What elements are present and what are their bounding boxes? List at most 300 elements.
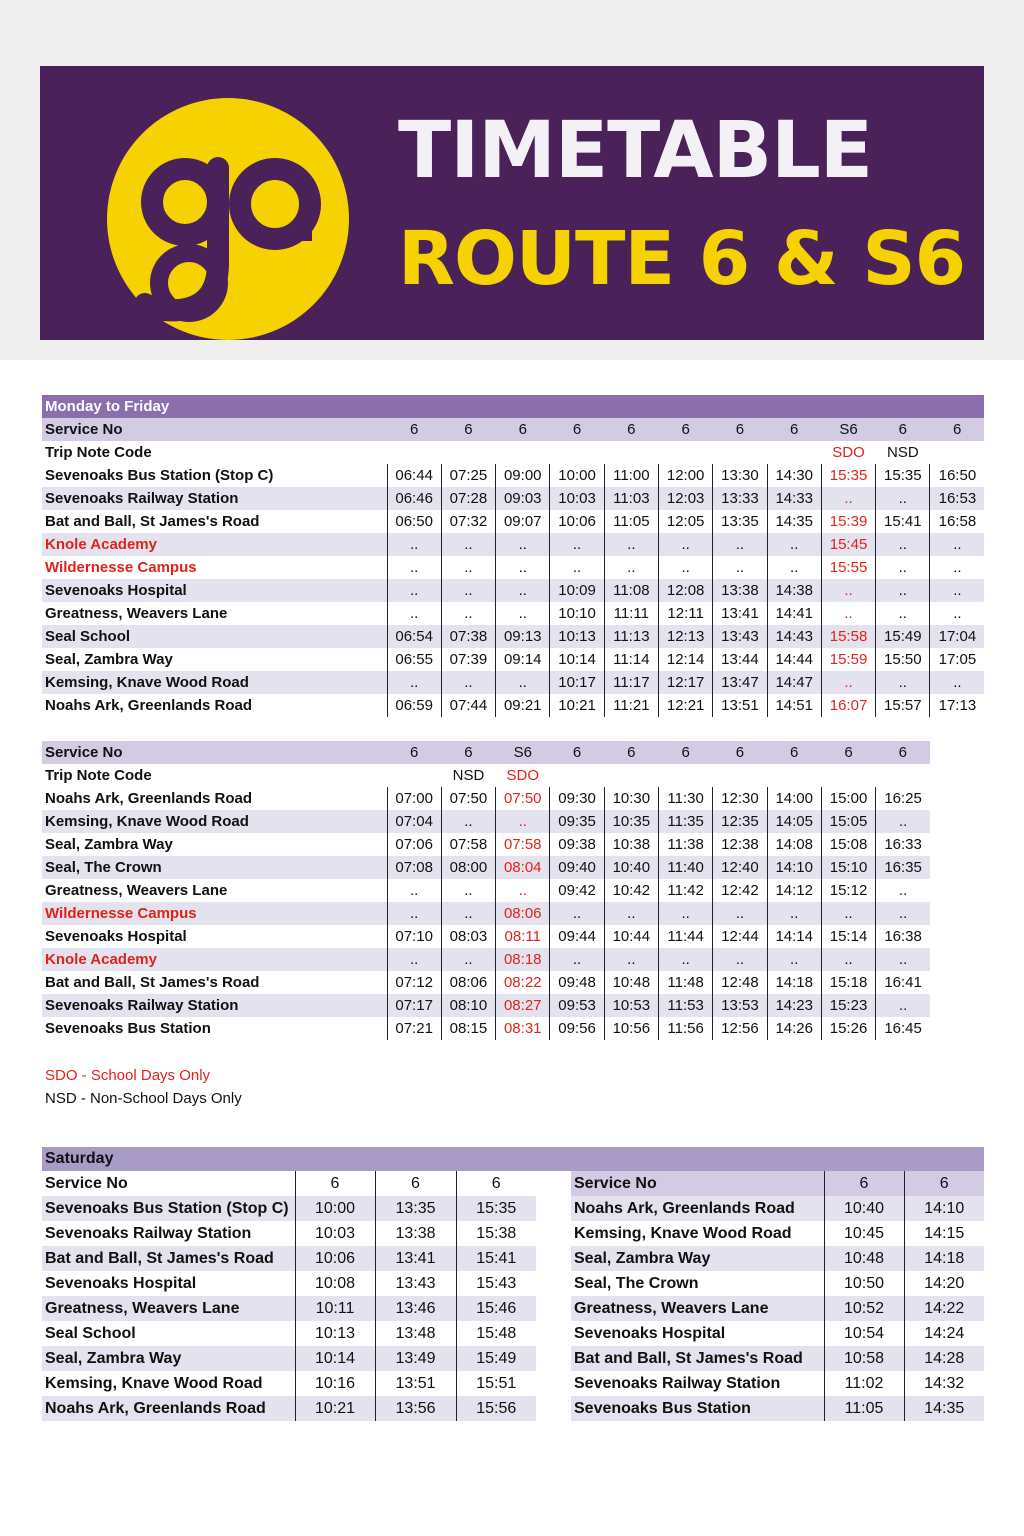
trip-note-code bbox=[387, 764, 441, 787]
departure-time: .. bbox=[930, 533, 984, 556]
departure-time: 13:38 bbox=[375, 1221, 456, 1246]
departure-time: 14:35 bbox=[904, 1396, 984, 1421]
stop-row bbox=[42, 971, 930, 994]
departure-time: .. bbox=[658, 556, 712, 579]
departure-time: 13:30 bbox=[713, 464, 767, 487]
stop-row bbox=[42, 1246, 536, 1271]
stop-row bbox=[571, 1271, 984, 1296]
departure-time: 14:18 bbox=[767, 971, 821, 994]
departure-time: 13:38 bbox=[713, 579, 767, 602]
departure-time: .. bbox=[767, 948, 821, 971]
departure-time: .. bbox=[387, 579, 441, 602]
departure-time: 10:17 bbox=[550, 671, 604, 694]
departure-time: 08:11 bbox=[496, 925, 550, 948]
stop-name: Sevenoaks Railway Station bbox=[42, 1221, 295, 1246]
stop-row bbox=[42, 948, 930, 971]
departure-time: 09:00 bbox=[496, 464, 550, 487]
go-logo bbox=[107, 98, 350, 354]
trip-note-code bbox=[767, 441, 821, 464]
service-number: S6 bbox=[496, 741, 550, 764]
departure-time: 15:00 bbox=[821, 787, 875, 810]
departure-time: 06:44 bbox=[387, 464, 441, 487]
departure-time: 07:58 bbox=[496, 833, 550, 856]
departure-time: 07:50 bbox=[496, 787, 550, 810]
stop-name: Noahs Ark, Greenlands Road bbox=[571, 1196, 824, 1221]
stop-name: Sevenoaks Hospital bbox=[42, 1271, 295, 1296]
service-no-row bbox=[42, 741, 930, 764]
stop-name: Noahs Ark, Greenlands Road bbox=[42, 787, 387, 810]
service-number: 6 bbox=[824, 1171, 904, 1196]
departure-time: 14:28 bbox=[904, 1346, 984, 1371]
departure-time: 07:50 bbox=[441, 787, 495, 810]
departure-time: .. bbox=[658, 902, 712, 925]
stop-row bbox=[571, 1321, 984, 1346]
departure-time: 14:00 bbox=[767, 787, 821, 810]
departure-time: 15:05 bbox=[821, 810, 875, 833]
departure-time: 11:21 bbox=[604, 694, 658, 717]
departure-time: 12:56 bbox=[713, 1017, 767, 1040]
departure-time: 13:49 bbox=[375, 1346, 456, 1371]
departure-time: 07:44 bbox=[441, 694, 495, 717]
departure-time: 14:20 bbox=[904, 1271, 984, 1296]
departure-time: 11:17 bbox=[604, 671, 658, 694]
stop-name: Kemsing, Knave Wood Road bbox=[42, 1371, 295, 1396]
departure-time: 10:10 bbox=[550, 602, 604, 625]
departure-time: 16:41 bbox=[876, 971, 930, 994]
service-number: 6 bbox=[658, 741, 712, 764]
departure-time: 11:05 bbox=[824, 1396, 904, 1421]
departure-time: 14:10 bbox=[904, 1196, 984, 1221]
departure-time: 16:33 bbox=[876, 833, 930, 856]
departure-time: 08:06 bbox=[496, 902, 550, 925]
departure-time: 10:40 bbox=[604, 856, 658, 879]
stop-row bbox=[42, 856, 930, 879]
stop-row bbox=[42, 994, 930, 1017]
trip-note-code: NSD bbox=[876, 441, 930, 464]
departure-time: 10:48 bbox=[824, 1246, 904, 1271]
service-number: 6 bbox=[387, 741, 441, 764]
departure-time: 13:43 bbox=[375, 1271, 456, 1296]
service-number: 6 bbox=[550, 741, 604, 764]
departure-time: 08:31 bbox=[496, 1017, 550, 1040]
stop-name: Kemsing, Knave Wood Road bbox=[42, 810, 387, 833]
stop-row bbox=[42, 671, 984, 694]
service-number: 6 bbox=[496, 418, 550, 441]
departure-time: .. bbox=[930, 579, 984, 602]
departure-time: 13:53 bbox=[713, 994, 767, 1017]
trip-note-code: SDO bbox=[821, 441, 875, 464]
departure-time: 07:04 bbox=[387, 810, 441, 833]
stop-row bbox=[42, 625, 984, 648]
departure-time: 12:48 bbox=[713, 971, 767, 994]
departure-time: 14:14 bbox=[767, 925, 821, 948]
stop-name: Greatness, Weavers Lane bbox=[42, 879, 387, 902]
departure-time: .. bbox=[876, 879, 930, 902]
stop-name: Seal, The Crown bbox=[42, 856, 387, 879]
stop-row bbox=[42, 787, 930, 810]
stop-row bbox=[42, 648, 984, 671]
stop-row bbox=[42, 510, 984, 533]
stop-name: Seal School bbox=[42, 625, 387, 648]
departure-time: .. bbox=[604, 556, 658, 579]
departure-time: .. bbox=[930, 556, 984, 579]
trip-note-row bbox=[42, 441, 984, 464]
departure-time: 07:12 bbox=[387, 971, 441, 994]
weekday-outbound-table bbox=[42, 395, 984, 717]
departure-time: 06:55 bbox=[387, 648, 441, 671]
stop-name: Bat and Ball, St James's Road bbox=[42, 1246, 295, 1271]
trip-note-label: Trip Note Code bbox=[42, 764, 387, 787]
departure-time: 09:40 bbox=[550, 856, 604, 879]
stop-name: Sevenoaks Railway Station bbox=[42, 487, 387, 510]
stop-row bbox=[571, 1396, 984, 1421]
departure-time: .. bbox=[496, 602, 550, 625]
departure-time: 13:43 bbox=[713, 625, 767, 648]
stop-name: Seal School bbox=[42, 1321, 295, 1346]
departure-time: 13:41 bbox=[713, 602, 767, 625]
stop-name: Seal, Zambra Way bbox=[42, 833, 387, 856]
weekday-inbound-table bbox=[42, 741, 930, 1040]
departure-time: 13:46 bbox=[375, 1296, 456, 1321]
departure-time: 13:35 bbox=[375, 1196, 456, 1221]
departure-time: 10:54 bbox=[824, 1321, 904, 1346]
departure-time: 06:50 bbox=[387, 510, 441, 533]
service-number: 6 bbox=[604, 418, 658, 441]
departure-time: 10:00 bbox=[295, 1196, 375, 1221]
departure-time: 15:26 bbox=[821, 1017, 875, 1040]
departure-time: 15:10 bbox=[821, 856, 875, 879]
departure-time: 14:10 bbox=[767, 856, 821, 879]
departure-time: 15:48 bbox=[456, 1321, 536, 1346]
stop-name: Kemsing, Knave Wood Road bbox=[571, 1221, 824, 1246]
departure-time: .. bbox=[821, 487, 875, 510]
departure-time: 15:50 bbox=[876, 648, 930, 671]
departure-time: 15:23 bbox=[821, 994, 875, 1017]
departure-time: 11:03 bbox=[604, 487, 658, 510]
stop-name: Bat and Ball, St James's Road bbox=[42, 510, 387, 533]
stop-row bbox=[42, 1221, 536, 1246]
trip-note-code bbox=[821, 764, 875, 787]
service-number: 6 bbox=[441, 418, 495, 441]
departure-time: 12:03 bbox=[658, 487, 712, 510]
departure-time: 08:15 bbox=[441, 1017, 495, 1040]
departure-time: 13:44 bbox=[713, 648, 767, 671]
departure-time: 12:40 bbox=[713, 856, 767, 879]
departure-time: 12:17 bbox=[658, 671, 712, 694]
title-timetable: TIMETABLE bbox=[398, 106, 873, 196]
departure-time: .. bbox=[876, 994, 930, 1017]
departure-time: .. bbox=[767, 902, 821, 925]
departure-time: 11:11 bbox=[604, 602, 658, 625]
departure-time: 14:22 bbox=[904, 1296, 984, 1321]
departure-time: 13:51 bbox=[375, 1371, 456, 1396]
departure-time: 15:49 bbox=[456, 1346, 536, 1371]
departure-time: 12:05 bbox=[658, 510, 712, 533]
departure-time: 13:48 bbox=[375, 1321, 456, 1346]
departure-time: 15:18 bbox=[821, 971, 875, 994]
service-number: 6 bbox=[295, 1171, 375, 1196]
departure-time: 09:56 bbox=[550, 1017, 604, 1040]
stop-row bbox=[42, 487, 984, 510]
saturday-header: Saturday bbox=[42, 1147, 984, 1171]
departure-time: 09:07 bbox=[496, 510, 550, 533]
departure-time: 14:12 bbox=[767, 879, 821, 902]
departure-time: 11:14 bbox=[604, 648, 658, 671]
trip-note-code bbox=[496, 441, 550, 464]
departure-time: 11:40 bbox=[658, 856, 712, 879]
departure-time: 11:35 bbox=[658, 810, 712, 833]
service-number: 6 bbox=[441, 741, 495, 764]
departure-time: 14:38 bbox=[767, 579, 821, 602]
service-number: 6 bbox=[658, 418, 712, 441]
departure-time: 10:03 bbox=[295, 1221, 375, 1246]
departure-time: 10:44 bbox=[604, 925, 658, 948]
trip-note-code bbox=[658, 764, 712, 787]
departure-time: .. bbox=[496, 879, 550, 902]
departure-time: 09:13 bbox=[496, 625, 550, 648]
departure-time: 14:44 bbox=[767, 648, 821, 671]
departure-time: 08:04 bbox=[496, 856, 550, 879]
departure-time: 15:46 bbox=[456, 1296, 536, 1321]
stop-name: Sevenoaks Hospital bbox=[42, 925, 387, 948]
departure-time: 15:08 bbox=[821, 833, 875, 856]
departure-time: 14:51 bbox=[767, 694, 821, 717]
stop-name: Sevenoaks Railway Station bbox=[42, 994, 387, 1017]
departure-time: 10:35 bbox=[604, 810, 658, 833]
trip-note-code bbox=[604, 441, 658, 464]
departure-time: 14:30 bbox=[767, 464, 821, 487]
departure-time: 09:30 bbox=[550, 787, 604, 810]
departure-time: 08:10 bbox=[441, 994, 495, 1017]
stop-name: Sevenoaks Hospital bbox=[42, 579, 387, 602]
departure-time: 10:58 bbox=[824, 1346, 904, 1371]
departure-time: 10:08 bbox=[295, 1271, 375, 1296]
title-route: ROUTE 6 & S6 bbox=[398, 216, 966, 302]
stop-name: Greatness, Weavers Lane bbox=[42, 602, 387, 625]
departure-time: 14:43 bbox=[767, 625, 821, 648]
stop-row bbox=[42, 879, 930, 902]
departure-time: 14:18 bbox=[904, 1246, 984, 1271]
departure-time: 06:54 bbox=[387, 625, 441, 648]
service-number: 6 bbox=[456, 1171, 536, 1196]
departure-time: 17:04 bbox=[930, 625, 984, 648]
departure-time: .. bbox=[387, 533, 441, 556]
departure-time: 12:30 bbox=[713, 787, 767, 810]
service-number: 6 bbox=[767, 418, 821, 441]
departure-time: 07:08 bbox=[387, 856, 441, 879]
departure-time: 07:06 bbox=[387, 833, 441, 856]
departure-time: 09:42 bbox=[550, 879, 604, 902]
departure-time: 08:06 bbox=[441, 971, 495, 994]
trip-note-row bbox=[42, 764, 930, 787]
departure-time: 10:21 bbox=[295, 1396, 375, 1421]
stop-row bbox=[571, 1346, 984, 1371]
departure-time: .. bbox=[441, 671, 495, 694]
departure-time: .. bbox=[550, 556, 604, 579]
stop-row bbox=[42, 1296, 536, 1321]
departure-time: 10:30 bbox=[604, 787, 658, 810]
departure-time: 10:13 bbox=[550, 625, 604, 648]
stop-name: Seal, Zambra Way bbox=[571, 1246, 824, 1271]
departure-time: 15:41 bbox=[876, 510, 930, 533]
departure-time: 15:57 bbox=[876, 694, 930, 717]
trip-note-label: Trip Note Code bbox=[42, 441, 387, 464]
departure-time: 10:16 bbox=[295, 1371, 375, 1396]
departure-time: 16:35 bbox=[876, 856, 930, 879]
stop-name: Sevenoaks Bus Station (Stop C) bbox=[42, 464, 387, 487]
departure-time: 11:38 bbox=[658, 833, 712, 856]
stop-row bbox=[571, 1371, 984, 1396]
departure-time: 10:00 bbox=[550, 464, 604, 487]
departure-time: .. bbox=[441, 533, 495, 556]
departure-time: .. bbox=[441, 879, 495, 902]
departure-time: 14:15 bbox=[904, 1221, 984, 1246]
departure-time: 15:14 bbox=[821, 925, 875, 948]
departure-time: .. bbox=[876, 810, 930, 833]
stop-row bbox=[42, 1196, 536, 1221]
departure-time: 13:33 bbox=[713, 487, 767, 510]
departure-time: .. bbox=[713, 948, 767, 971]
departure-time: 11:00 bbox=[604, 464, 658, 487]
trip-note-code bbox=[767, 764, 821, 787]
service-number: 6 bbox=[713, 418, 767, 441]
departure-time: .. bbox=[387, 556, 441, 579]
departure-time: .. bbox=[821, 948, 875, 971]
departure-time: 11:48 bbox=[658, 971, 712, 994]
service-number: 6 bbox=[876, 418, 930, 441]
stop-row bbox=[42, 810, 930, 833]
departure-time: .. bbox=[767, 533, 821, 556]
departure-time: 10:40 bbox=[824, 1196, 904, 1221]
departure-time: 12:21 bbox=[658, 694, 712, 717]
departure-time: 11:44 bbox=[658, 925, 712, 948]
stop-row bbox=[42, 464, 984, 487]
departure-time: .. bbox=[821, 902, 875, 925]
stop-name: Sevenoaks Bus Station bbox=[571, 1396, 824, 1421]
departure-time: 15:58 bbox=[821, 625, 875, 648]
departure-time: 13:56 bbox=[375, 1396, 456, 1421]
departure-time: 16:58 bbox=[930, 510, 984, 533]
departure-time: 13:41 bbox=[375, 1246, 456, 1271]
departure-time: 09:03 bbox=[496, 487, 550, 510]
departure-time: 15:45 bbox=[821, 533, 875, 556]
departure-time: 07:39 bbox=[441, 648, 495, 671]
stop-name: Knole Academy bbox=[42, 948, 387, 971]
departure-time: 06:46 bbox=[387, 487, 441, 510]
stop-row bbox=[42, 833, 930, 856]
departure-time: .. bbox=[496, 533, 550, 556]
departure-time: 08:03 bbox=[441, 925, 495, 948]
trip-note-code bbox=[713, 764, 767, 787]
departure-time: 14:35 bbox=[767, 510, 821, 533]
departure-time: .. bbox=[441, 902, 495, 925]
departure-time: 10:48 bbox=[604, 971, 658, 994]
departure-time: .. bbox=[930, 671, 984, 694]
departure-time: 16:07 bbox=[821, 694, 875, 717]
departure-time: 10:50 bbox=[824, 1271, 904, 1296]
departure-time: 10:14 bbox=[295, 1346, 375, 1371]
departure-time: 10:53 bbox=[604, 994, 658, 1017]
departure-time: 14:24 bbox=[904, 1321, 984, 1346]
stop-row bbox=[42, 694, 984, 717]
departure-time: 06:59 bbox=[387, 694, 441, 717]
trip-note-code bbox=[441, 441, 495, 464]
service-number: 6 bbox=[767, 741, 821, 764]
trip-note-code: NSD bbox=[441, 764, 495, 787]
departure-time: .. bbox=[550, 948, 604, 971]
departure-time: 15:51 bbox=[456, 1371, 536, 1396]
departure-time: 11:42 bbox=[658, 879, 712, 902]
stop-row bbox=[42, 556, 984, 579]
stop-row bbox=[42, 1321, 536, 1346]
departure-time: 09:35 bbox=[550, 810, 604, 833]
departure-time: 07:38 bbox=[441, 625, 495, 648]
departure-time: 11:02 bbox=[824, 1371, 904, 1396]
service-number: 6 bbox=[387, 418, 441, 441]
departure-time: .. bbox=[441, 810, 495, 833]
departure-time: 08:00 bbox=[441, 856, 495, 879]
stop-row bbox=[42, 1271, 536, 1296]
departure-time: 07:25 bbox=[441, 464, 495, 487]
departure-time: 15:41 bbox=[456, 1246, 536, 1271]
trip-note-code bbox=[550, 764, 604, 787]
departure-time: .. bbox=[387, 902, 441, 925]
stop-name: Greatness, Weavers Lane bbox=[42, 1296, 295, 1321]
departure-time: 13:35 bbox=[713, 510, 767, 533]
departure-time: 11:08 bbox=[604, 579, 658, 602]
departure-time: 14:33 bbox=[767, 487, 821, 510]
departure-time: 15:56 bbox=[456, 1396, 536, 1421]
departure-time: 14:26 bbox=[767, 1017, 821, 1040]
service-number: 6 bbox=[550, 418, 604, 441]
departure-time: 09:14 bbox=[496, 648, 550, 671]
saturday-left-table bbox=[42, 1171, 536, 1421]
departure-time: .. bbox=[496, 671, 550, 694]
service-no-label: Service No bbox=[571, 1171, 824, 1196]
departure-time: .. bbox=[821, 671, 875, 694]
legend-nsd: NSD - Non-School Days Only bbox=[45, 1090, 242, 1107]
departure-time: 10:06 bbox=[295, 1246, 375, 1271]
stop-name: Sevenoaks Hospital bbox=[571, 1321, 824, 1346]
departure-time: 11:05 bbox=[604, 510, 658, 533]
legend-sdo: SDO - School Days Only bbox=[45, 1067, 211, 1084]
departure-time: .. bbox=[876, 533, 930, 556]
departure-time: 16:45 bbox=[876, 1017, 930, 1040]
departure-time: .. bbox=[441, 948, 495, 971]
departure-time: 12:42 bbox=[713, 879, 767, 902]
departure-time: .. bbox=[550, 533, 604, 556]
stop-name: Knole Academy bbox=[42, 533, 387, 556]
stop-row bbox=[42, 579, 984, 602]
departure-time: 08:18 bbox=[496, 948, 550, 971]
departure-time: 10:42 bbox=[604, 879, 658, 902]
stop-row bbox=[42, 1396, 536, 1421]
departure-time: 14:32 bbox=[904, 1371, 984, 1396]
departure-time: 10:45 bbox=[824, 1221, 904, 1246]
departure-time: 09:21 bbox=[496, 694, 550, 717]
departure-time: 09:53 bbox=[550, 994, 604, 1017]
departure-time: .. bbox=[441, 556, 495, 579]
departure-time: .. bbox=[441, 579, 495, 602]
departure-time: 08:22 bbox=[496, 971, 550, 994]
departure-time: 07:10 bbox=[387, 925, 441, 948]
departure-time: .. bbox=[713, 902, 767, 925]
stop-row bbox=[42, 1346, 536, 1371]
stop-row bbox=[42, 902, 930, 925]
saturday-right-table bbox=[571, 1171, 984, 1421]
departure-time: .. bbox=[550, 902, 604, 925]
service-number: S6 bbox=[821, 418, 875, 441]
